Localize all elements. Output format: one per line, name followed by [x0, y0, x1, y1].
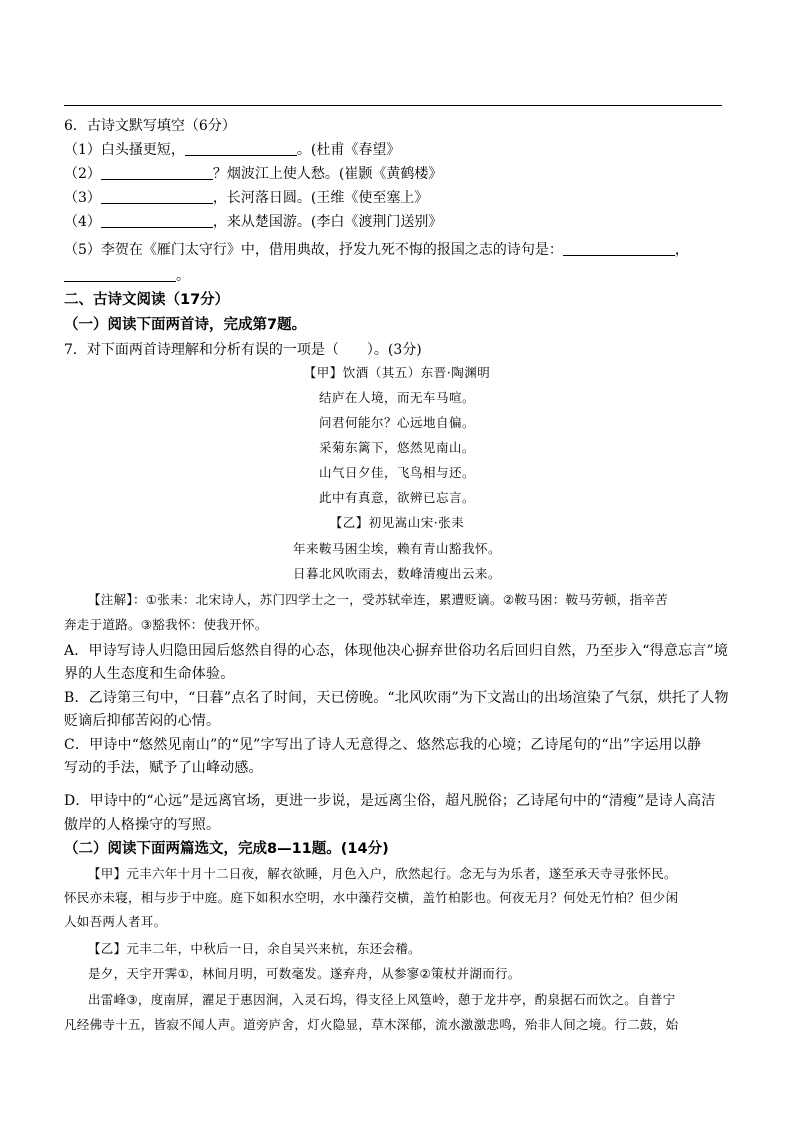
poem-a-line: 采菊东篱下，悠然见南山。 [318, 440, 475, 455]
q7-stem: 7．对下面两首诗理解和分析有误的一项是（ ）。(3分) [64, 342, 422, 358]
q6-item-1-blank[interactable] [185, 141, 297, 156]
poem-b-line: 日暮北风吹雨去，数峰清瘦出云来。 [292, 566, 501, 581]
passage-a-line: 怀民亦未寝，相与步于中庭。庭下如积水空明，水中藻荇交横，盖竹柏影也。何夜无月？何处无竹柏？但少闲 [64, 890, 679, 905]
section2-heading: 二、古诗文阅读（17分） [64, 292, 230, 308]
note-line-2: 奔走于道路。③豁我怀：使我开怀。 [64, 617, 268, 632]
passage-a-line: 【甲】元丰六年十月十二日夜，解衣欲睡，月色入户，欣然起行。念无与为乐者，遂至承天寺寻张怀民。 [88, 866, 677, 881]
q6-item-5-end: 。 [176, 268, 190, 284]
q6-item-1-after: 。(杜甫《春望》 [296, 142, 401, 158]
option-d-line1: D．甲诗中的“心远”是远离官场，更进一步说，是远离尘俗，超凡脱俗；乙诗尾句中的“清瘦”是诗人高洁 [64, 793, 716, 809]
q6-item-5-blank-1[interactable] [563, 241, 675, 256]
q6-item-4-blank[interactable] [101, 213, 213, 228]
q6-item-1-before: （1）白头搔更短， [64, 142, 185, 158]
passage-b-line: 凡经佛寺十五，皆寂不闻人声。道旁庐舍，灯火隐显，草木深郁，流水激激悲鸣，殆非人间之境。行二鼓，始 [64, 1017, 679, 1032]
q6-item-4-before: （4） [64, 214, 101, 230]
q6-item-3 [64, 188, 428, 208]
q6-item-5-comma: ， [674, 242, 689, 258]
header-rule [64, 105, 722, 106]
poem-a-line: 山气日夕佳，飞鸟相与还。 [318, 465, 475, 480]
q6-item-3-blank[interactable] [101, 189, 213, 204]
option-c-line1: C．甲诗中“悠然见南山”的“见”字写出了诗人无意得之、悠然忘我的心境；乙诗尾句的“出”字运用以静 [64, 737, 702, 753]
poem-a-line: 此中有真意，欲辨已忘言。 [318, 490, 475, 505]
q6-item-5-text: （5）李贺在《雁门太守行》中，借用典故，抒发九死不悔的报国之志的诗句是： [64, 242, 563, 258]
q6-item-5-blank-2[interactable] [64, 267, 176, 282]
passage-b-line: 是夕，天宇开霁①，林间月明，可数毫发。遂弃舟，从参寥②策杖并湖而行。 [88, 966, 521, 981]
q6-item-3-before: （3） [64, 190, 101, 206]
passage-a-line: 人如吾两人者耳。 [64, 914, 167, 929]
q6-item-5-line1 [64, 240, 689, 260]
q6-item-1 [64, 140, 400, 160]
part2-heading: （二）阅读下面两篇选文，完成8—11题。(14分) [64, 841, 389, 857]
option-d-line2: 傲岸的人格操守的写照。 [64, 817, 221, 833]
q6-item-2 [64, 164, 442, 184]
q6-item-3-after: ，长河落日圆。(王维《使至塞上》 [212, 190, 429, 206]
option-c-line2: 写动的手法，赋予了山峰动感。 [64, 760, 263, 776]
passage-b-line: 【乙】元丰二年，中秋后一日，余自吴兴来杭，东还会稽。 [88, 941, 421, 956]
option-a-line1: A．甲诗写诗人归隐田园后悠然自得的心态，体现他决心摒弃世俗功名后回归自然，乃至步入“得意忘言”境 [64, 643, 729, 659]
q6-item-4-after: ，来从楚国游。(李白《渡荆门送别》 [212, 214, 443, 230]
poem-a-title: 【甲】饮酒（其五）东晋·陶渊明 [303, 365, 491, 380]
q6-title: 6．古诗文默写填空（6分） [64, 118, 236, 134]
q6-item-2-before: （2） [64, 166, 101, 182]
poem-b-line: 年来鞍马困尘埃，赖有青山豁我怀。 [292, 541, 501, 556]
q6-item-2-blank[interactable] [101, 165, 213, 180]
part1-heading: （一）阅读下面两首诗，完成第7题。 [64, 317, 307, 333]
option-b-line1: B．乙诗第三句中，“日暮”点名了时间，天已傍晚。“北风吹雨”为下文嵩山的出场渲染了气氛，烘托了人物 [64, 690, 729, 706]
q6-item-5-line2 [64, 266, 190, 286]
option-a-line2: 界的人生态度和生命体验。 [64, 666, 235, 682]
q6-item-2-after: ？烟波江上使人愁。(崔颢《黄鹤楼》 [212, 166, 443, 182]
note-line-1: 【注解】：①张耒：北宋诗人，苏门四学士之一，受苏轼牵连，累遭贬谪。②鞍马困：鞍马劳顿，指辛苦 [88, 592, 668, 607]
poem-a-line: 问君何能尔？心远地自偏。 [318, 415, 475, 430]
q6-item-4 [64, 212, 442, 232]
poem-b-title: 【乙】初见嵩山宋·张耒 [329, 515, 465, 530]
passage-b-line: 出雷峰③，度南屏，濯足于惠因涧，入灵石坞，得支径上风篁岭，憩于龙井亭，酌泉据石而饮之。自普宁 [88, 992, 676, 1007]
poem-a-line: 结庐在人境，而无车马喧。 [318, 390, 475, 405]
option-b-line2: 贬谪后抑郁苦闷的心情。 [64, 713, 221, 729]
